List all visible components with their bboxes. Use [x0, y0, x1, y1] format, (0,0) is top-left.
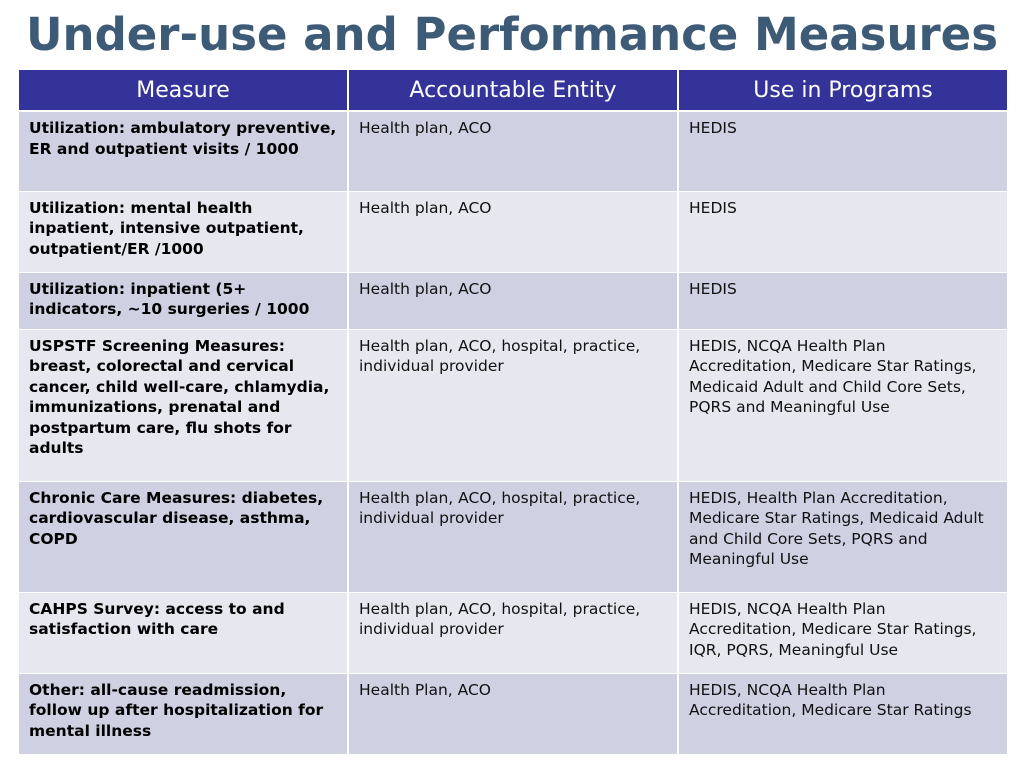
- entity-cell: Health Plan, ACO: [348, 673, 678, 754]
- measure-cell: Chronic Care Measures: diabetes, cardiovascular disease, asthma, COPD: [18, 481, 348, 592]
- entity-cell: Health plan, ACO, hospital, practice, individual provider: [348, 329, 678, 481]
- programs-cell: HEDIS, Health Plan Accreditation, Medicare Star Ratings, Medicaid Adult and Child Core Sets, PQRS and Meaningful Use: [678, 481, 1008, 592]
- measure-cell: CAHPS Survey: access to and satisfaction with care: [18, 592, 348, 673]
- header-accountable-entity: Accountable Entity: [348, 69, 678, 111]
- programs-cell: HEDIS: [678, 272, 1008, 329]
- table-row: [18, 673, 1008, 754]
- slide-title: Under-use and Performance Measures: [26, 8, 998, 61]
- header-measure: Measure: [18, 69, 348, 111]
- table-row: [18, 111, 1008, 191]
- table-row: [18, 481, 1008, 592]
- entity-cell: Health plan, ACO: [348, 272, 678, 329]
- table-header-row: [18, 69, 1008, 111]
- programs-cell: HEDIS, NCQA Health Plan Accreditation, Medicare Star Ratings, IQR, PQRS, Meaningful Use: [678, 592, 1008, 673]
- table-row: [18, 592, 1008, 673]
- measure-cell: Other: all-cause readmission, follow up after hospitalization for mental illness: [18, 673, 348, 754]
- measures-table: [17, 68, 1009, 755]
- entity-cell: Health plan, ACO, hospital, practice, individual provider: [348, 481, 678, 592]
- measure-cell: Utilization: mental health inpatient, intensive outpatient, outpatient/ER /1000: [18, 191, 348, 272]
- programs-cell: HEDIS: [678, 111, 1008, 191]
- programs-cell: HEDIS: [678, 191, 1008, 272]
- programs-cell: HEDIS, NCQA Health Plan Accreditation, Medicare Star Ratings: [678, 673, 1008, 754]
- header-use-in-programs: Use in Programs: [678, 69, 1008, 111]
- programs-cell: HEDIS, NCQA Health Plan Accreditation, Medicare Star Ratings, Medicaid Adult and Child Core Sets, PQRS and Meaningful Use: [678, 329, 1008, 481]
- entity-cell: Health plan, ACO, hospital, practice, individual provider: [348, 592, 678, 673]
- table-row: [18, 272, 1008, 329]
- table-row: [18, 329, 1008, 481]
- measure-cell: Utilization: inpatient (5+ indicators, ~10 surgeries / 1000: [18, 272, 348, 329]
- table-row: [18, 191, 1008, 272]
- measure-cell: Utilization: ambulatory preventive, ER and outpatient visits / 1000: [18, 111, 348, 191]
- entity-cell: Health plan, ACO: [348, 111, 678, 191]
- measure-cell: USPSTF Screening Measures: breast, colorectal and cervical cancer, child well-care, chlamydia, immunizations, prenatal and postpartum care, flu shots for adults: [18, 329, 348, 481]
- entity-cell: Health plan, ACO: [348, 191, 678, 272]
